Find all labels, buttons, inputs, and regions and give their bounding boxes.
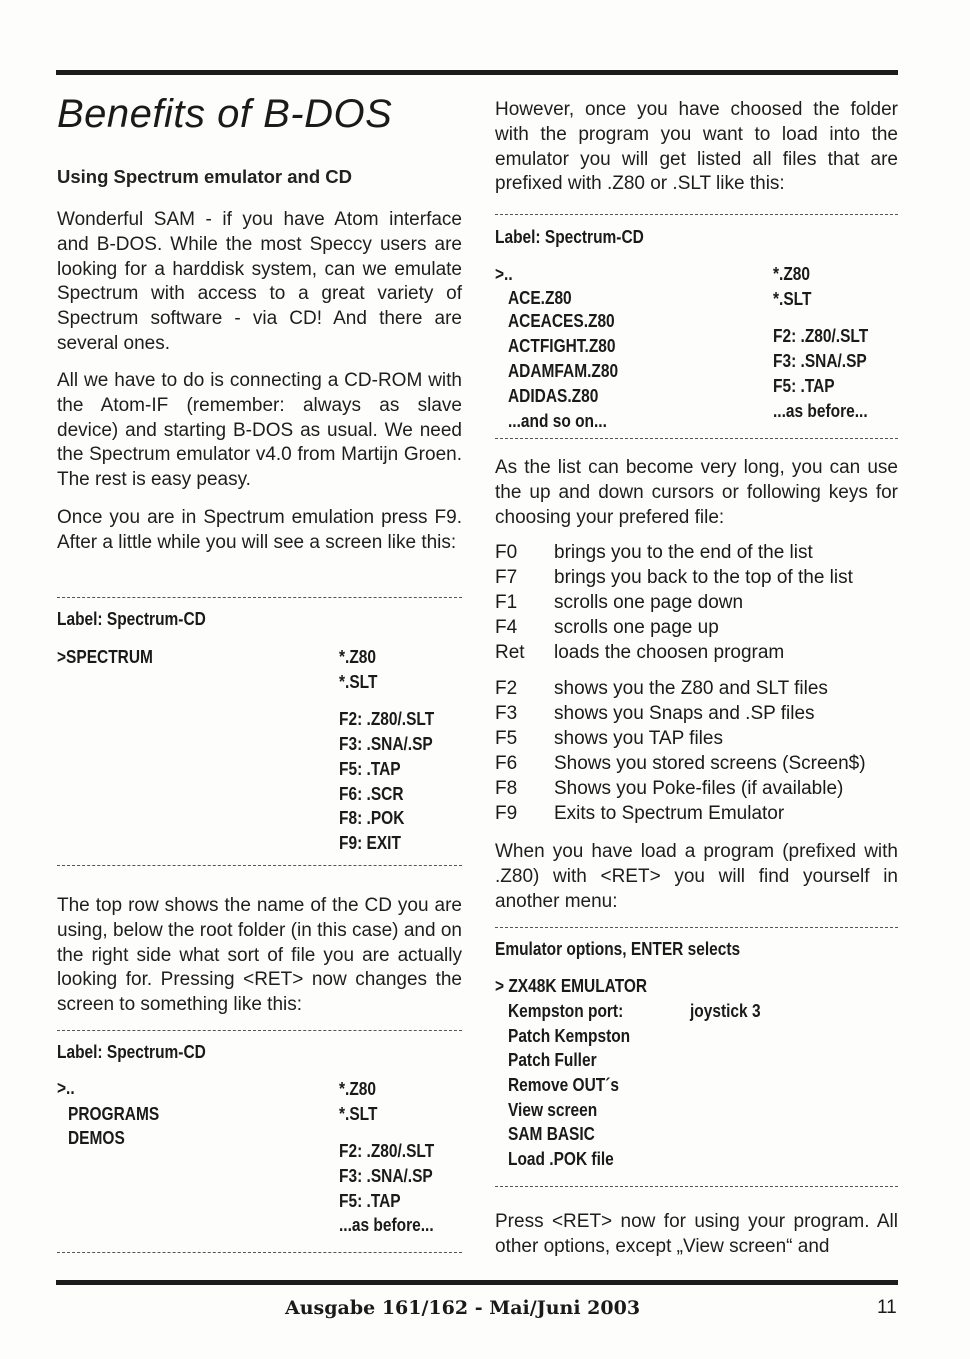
top-rule (56, 70, 898, 75)
screen4-label: Emulator options, ENTER selects (495, 939, 741, 959)
key-name: F4 (495, 617, 518, 638)
screen4-item: Remove OUT´s (508, 1075, 619, 1095)
key-list-item (495, 803, 784, 825)
screen1-label: Label: Spectrum-CD (57, 609, 206, 629)
key-name: F3 (495, 703, 518, 724)
article-title: Benefits of B-DOS (57, 92, 393, 136)
key-desc: shows you the Z80 and SLT files (554, 678, 828, 699)
paragraph-setup: All we have to do is connecting a CD-ROM with the Atom-IF (remember: always as slave device) and starting B-DOS as usual. We need the Spectrum emulator v4.0 from Martijn Groen. The rest is easy peasy. (57, 370, 462, 491)
screen4-item: Patch Kempston (508, 1026, 631, 1046)
screen2-entry: >.. (57, 1078, 75, 1098)
screen3-entry: ACEACES.Z80 (508, 311, 615, 331)
screen1-key: F2: .Z80/.SLT (339, 709, 435, 729)
key-name: F2 (495, 678, 518, 699)
key-desc: Shows you stored screens (Screen$) (554, 753, 866, 774)
bottom-rule (56, 1280, 898, 1285)
paragraph-press-ret: Press <RET> now for using your program. All other options, except „View screen“ and (495, 1211, 898, 1257)
screen3-key: F3: .SNA/.SP (773, 351, 867, 371)
paragraph-choose-folder: However, once you have choosed the folder with the program you want to load into the emulator you will get listed all files that are prefixed with .Z80 or .SLT like this: (495, 99, 898, 195)
key-list-item (495, 542, 813, 564)
key-desc: shows you Snaps and .SP files (554, 703, 815, 724)
key-list-item (495, 567, 853, 589)
divider (495, 214, 898, 215)
key-desc: brings you to the end of the list (554, 542, 813, 563)
divider (57, 865, 462, 866)
paragraph-top-row: The top row shows the name of the CD you are using, below the root folder (in this case) and on the right side what sort of file you are actually looking for. Pressing <RET> now changes the screen to something like this: (57, 895, 462, 1016)
key-name: F8 (495, 778, 518, 799)
divider (57, 1030, 462, 1031)
key-list-item (495, 617, 719, 639)
key-name: Ret (495, 642, 525, 663)
divider (57, 1252, 462, 1253)
screen3-entry: ADIDAS.Z80 (508, 386, 599, 406)
screen3-entry: ...and so on... (508, 411, 607, 431)
key-desc: Shows you Poke-files (if available) (554, 778, 844, 799)
screen4-item: Kempston port: (508, 1001, 624, 1021)
screen4-item: View screen (508, 1100, 598, 1120)
divider (57, 597, 462, 598)
key-list-item (495, 678, 828, 700)
screen1-filter: *.Z80 (339, 647, 377, 667)
key-desc: shows you TAP files (554, 728, 723, 749)
key-name: F5 (495, 728, 518, 749)
key-desc: scrolls one page down (554, 592, 744, 613)
screen2-key: F5: .TAP (339, 1191, 401, 1211)
screen4-kempston-value: joystick 3 (690, 1001, 761, 1021)
divider (495, 1186, 898, 1187)
screen1-key: F3: .SNA/.SP (339, 734, 433, 754)
screen3-entry: ACTFIGHT.Z80 (508, 336, 616, 356)
screen2-filter: *.Z80 (339, 1079, 377, 1099)
screen4-item: > ZX48K EMULATOR (495, 976, 648, 996)
screen1-key: F6: .SCR (339, 784, 404, 804)
key-name: F9 (495, 803, 518, 824)
key-list-item (495, 703, 815, 725)
key-list-item (495, 778, 843, 800)
screen2-key: F2: .Z80/.SLT (339, 1141, 435, 1161)
divider (495, 927, 898, 928)
screen4-item: Load .POK file (508, 1149, 614, 1169)
screen3-key: F2: .Z80/.SLT (773, 326, 869, 346)
screen3-label: Label: Spectrum-CD (495, 227, 644, 247)
screen4-item: Patch Fuller (508, 1050, 597, 1070)
screen1-key: F5: .TAP (339, 759, 401, 779)
article-subtitle: Using Spectrum emulator and CD (57, 166, 353, 187)
footer-issue: Ausgabe 161/162 - Mai/Juni 2003 (285, 1297, 641, 1319)
screen2-entry: PROGRAMS (68, 1104, 160, 1124)
key-list-item (495, 592, 743, 614)
screen3-key: ...as before... (773, 401, 868, 421)
screen1-filter: *.SLT (339, 672, 378, 692)
screen1-key: F8: .POK (339, 808, 405, 828)
screen3-entry: >.. (495, 264, 513, 284)
screen2-entry: DEMOS (68, 1128, 125, 1148)
screen2-key: ...as before... (339, 1215, 434, 1235)
paragraph-press-f9: Once you are in Spectrum emulation press F9. After a little while you will see a screen like this: (57, 507, 462, 553)
key-desc: loads the choosen program (554, 642, 785, 663)
key-list-item (495, 642, 784, 664)
key-name: F1 (495, 592, 518, 613)
key-name: F7 (495, 567, 518, 588)
key-desc: brings you back to the top of the list (554, 567, 853, 588)
key-desc: scrolls one page up (554, 617, 719, 638)
key-list-item (495, 728, 723, 750)
screen3-entry: ACE.Z80 (508, 288, 572, 308)
paragraph-long-list: As the list can become very long, you can use the up and down cursors or following keys for choosing your prefered file: (495, 457, 898, 528)
screen3-entry: ADAMFAM.Z80 (508, 361, 619, 381)
key-desc: Exits to Spectrum Emulator (554, 803, 785, 824)
divider (495, 438, 898, 439)
screen1-folder: >SPECTRUM (57, 647, 153, 667)
screen3-filter: *.Z80 (773, 264, 811, 284)
page-number: 11 (877, 1297, 897, 1318)
screen3-key: F5: .TAP (773, 376, 835, 396)
key-list-item (495, 753, 866, 775)
screen1-key: F9: EXIT (339, 833, 401, 853)
screen2-filter: *.SLT (339, 1104, 378, 1124)
screen4-item: SAM BASIC (508, 1124, 595, 1144)
paragraph-load-program: When you have load a program (prefixed with .Z80) with <RET> you will find yourself in another menu: (495, 841, 898, 912)
screen3-filter: *.SLT (773, 289, 812, 309)
screen2-label: Label: Spectrum-CD (57, 1042, 206, 1062)
screen2-key: F3: .SNA/.SP (339, 1166, 433, 1186)
key-name: F0 (495, 542, 518, 563)
key-name: F6 (495, 753, 518, 774)
paragraph-intro: Wonderful SAM - if you have Atom interface and B-DOS. While the most Speccy users are looking for a harddisk system, can we emulate Spectrum with access to a great variety of Spectrum software - via CD! And there are several ones. (57, 209, 462, 354)
